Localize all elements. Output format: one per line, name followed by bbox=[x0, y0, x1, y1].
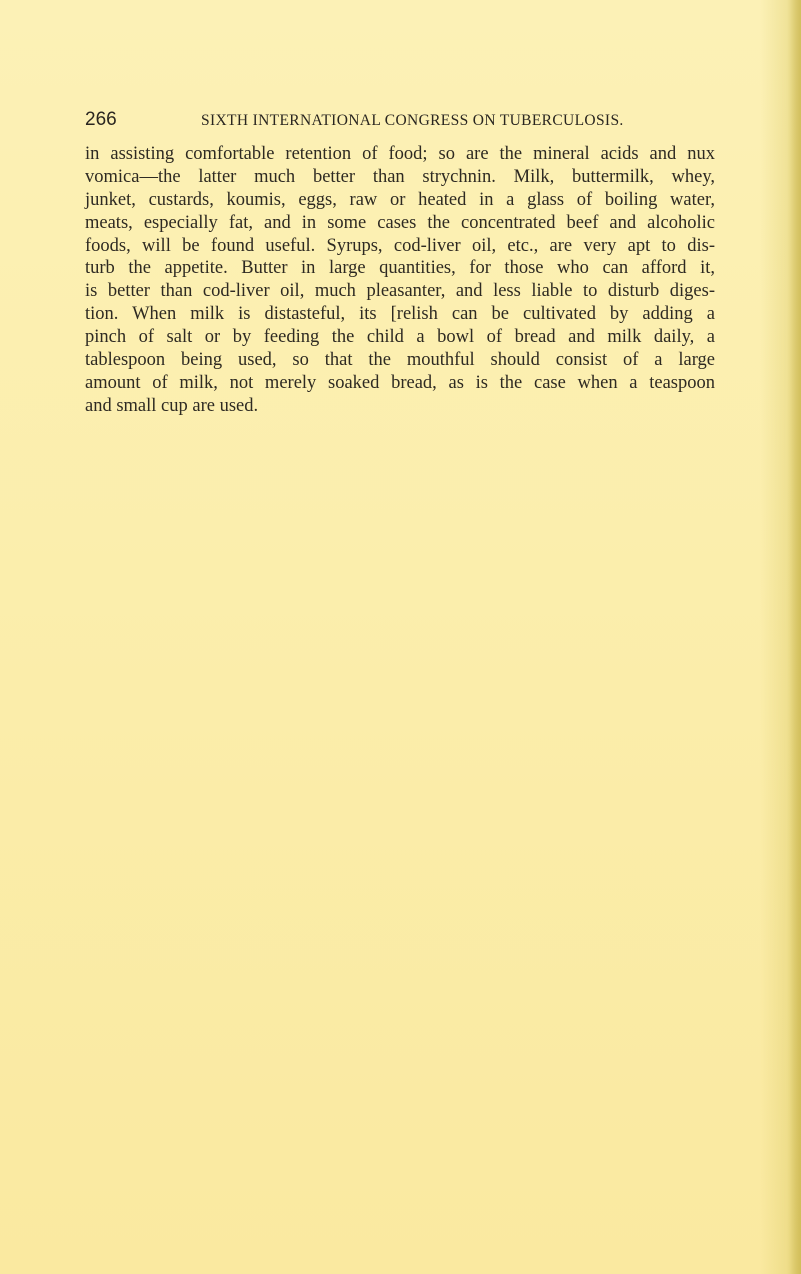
text-line: tablespoon being used, so that the mouthful should consist of a large bbox=[85, 350, 715, 371]
text-line: pinch of salt or by feeding the child a bowl of bread and milk daily, a bbox=[85, 327, 715, 348]
text-line: meats, especially fat, and in some cases the concentrated beef and alcoholic bbox=[85, 212, 715, 233]
body-paragraph bbox=[85, 143, 715, 418]
text-line: turb the appetite. Butter in large quantities, for those who can afford it, bbox=[85, 258, 715, 279]
text-line: is better than cod-liver oil, much pleasanter, and less liable to disturb diges- bbox=[85, 281, 715, 302]
page-number: 266 bbox=[85, 109, 117, 130]
page-edge-shadow bbox=[787, 0, 801, 1274]
text-line: vomica—the latter much better than strychnin. Milk, buttermilk, whey, bbox=[85, 166, 715, 187]
page-header bbox=[85, 108, 725, 132]
text-line: foods, will be found useful. Syrups, cod-liver oil, etc., are very apt to dis- bbox=[85, 235, 715, 256]
running-head: SIXTH INTERNATIONAL CONGRESS ON TUBERCULOSIS. bbox=[201, 112, 624, 129]
text-line: junket, custards, koumis, eggs, raw or heated in a glass of boiling water, bbox=[85, 189, 715, 210]
text-line: in assisting comfortable retention of food; so are the mineral acids and nux bbox=[85, 144, 715, 164]
text-line: and small cup are used. bbox=[85, 395, 259, 416]
text-line: tion. When milk is distasteful, its [relish can be cultivated by adding a bbox=[85, 304, 715, 325]
text-line: amount of milk, not merely soaked bread, as is the case when a teaspoon bbox=[85, 372, 715, 393]
